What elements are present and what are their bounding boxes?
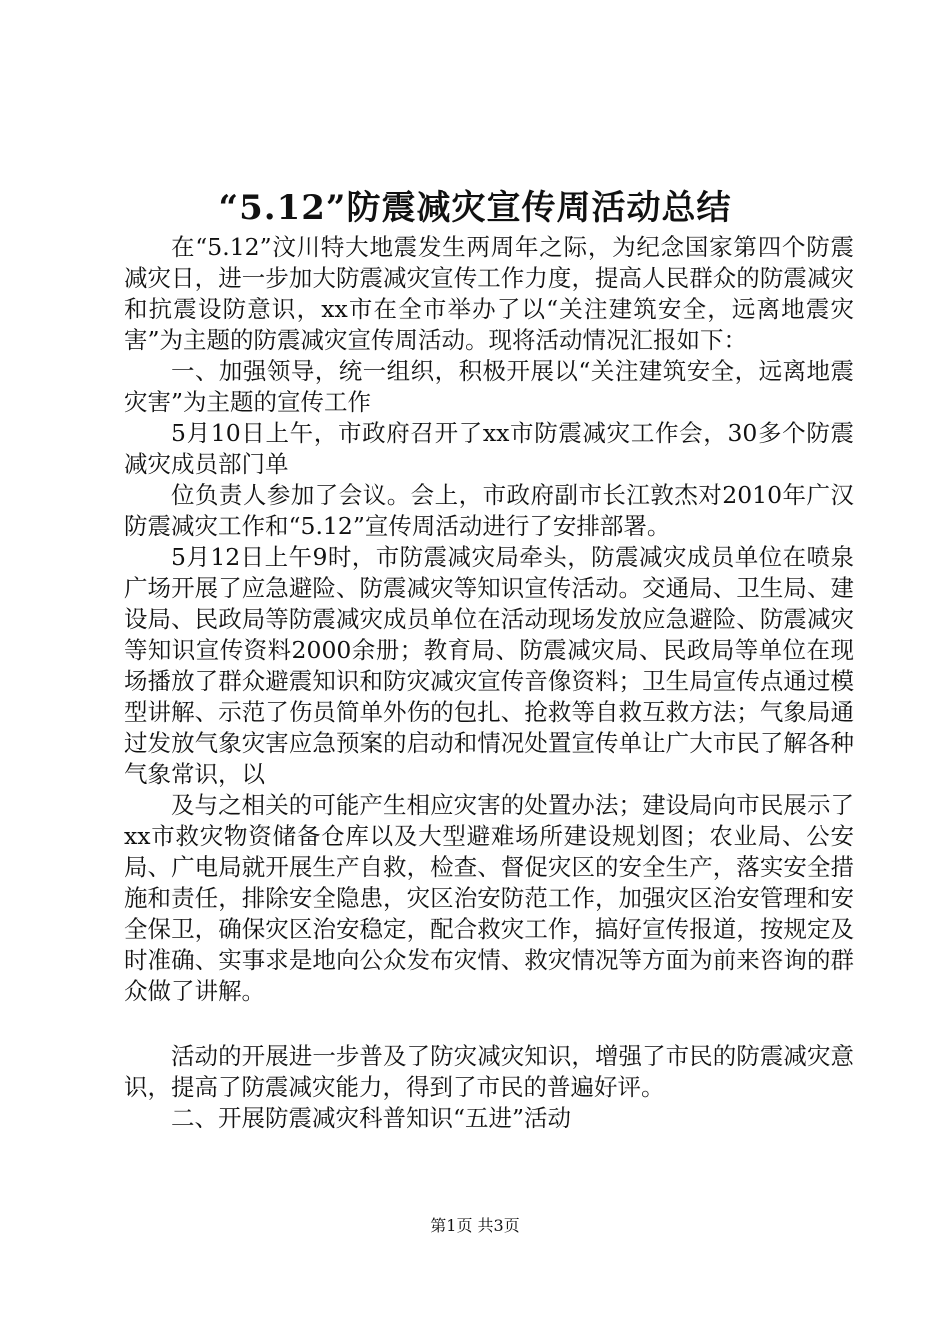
paragraph-section-2-heading: 二、开展防震减灾科普知识“五进”活动 [171, 1104, 572, 1132]
document-body [124, 232, 854, 1134]
paragraph-square-activity: 5月12日上午9时，市防震减灾局牵头，防震减灾成员单位在喷泉广场开展了应急避险、防震减灾等知识宣传活动。交通局、卫生局、建设局、民政局等防震减灾成员单位在活动现场发放应急避险、防震减灾等知识宣传资料2000余册；教育局、防震减灾局、民政局等单位在现场播放了群众避震知识和防灾减灾宣传音像资料；卫生局宣传点通过模型讲解、示范了伤员简单外伤的包扎、抢救等自救互救方法；气象局通过发放气象灾害应急预案的启动和情况处置宣传单让广大市民了解各种气象常识，以 [124, 543, 854, 788]
document-title: “5.12”防震减灾宣传周活动总结 [218, 188, 732, 228]
paragraph-intro: 在“5.12”汶川特大地震发生两周年之际，为纪念国家第四个防震减灾日，进一步加大防震减灾宣传工作力度，提高人民群众的防震减灾和抗震设防意识，xx市在全市举办了以“关注建筑安全，远离地震灾害”为主题的防震减灾宣传周活动。现将活动情况汇报如下： [124, 233, 854, 354]
paragraph-meeting-continued: 位负责人参加了会议。会上，市政府副市长江敦杰对2010年广汉防震减灾工作和“5.12”宣传周活动进行了安排部署。 [124, 481, 854, 540]
paragraph-spacer [124, 1007, 854, 1041]
paragraph-effect: 活动的开展进一步普及了防灾减灾知识，增强了市民的防震减灾意识，提高了防震减灾能力，得到了市民的普遍好评。 [124, 1042, 854, 1101]
paragraph-square-activity-continued: 及与之相关的可能产生相应灾害的处置办法；建设局向市民展示了xx市救灾物资储备仓库以及大型避难场所建设规划图；农业局、公安局、广电局就开展生产自救，检查、督促灾区的安全生产，落实安全措施和责任，排除安全隐患，灾区治安防范工作，加强灾区治安管理和安全保卫，确保灾区治安稳定，配合救灾工作，搞好宣传报道，按规定及时准确、实事求是地向公众发布灾情、救灾情况等方面为前来咨询的群众做了讲解。 [124, 791, 854, 1005]
page-number-footer: 第1页 共3页 [430, 1216, 520, 1235]
paragraph-meeting: 5月10日上午，市政府召开了xx市防震减灾工作会，30多个防震减灾成员部门单 [124, 419, 854, 478]
paragraph-section-1-heading: 一、加强领导，统一组织，积极开展以“关注建筑安全，远离地震灾害”为主题的宣传工作 [124, 357, 854, 416]
